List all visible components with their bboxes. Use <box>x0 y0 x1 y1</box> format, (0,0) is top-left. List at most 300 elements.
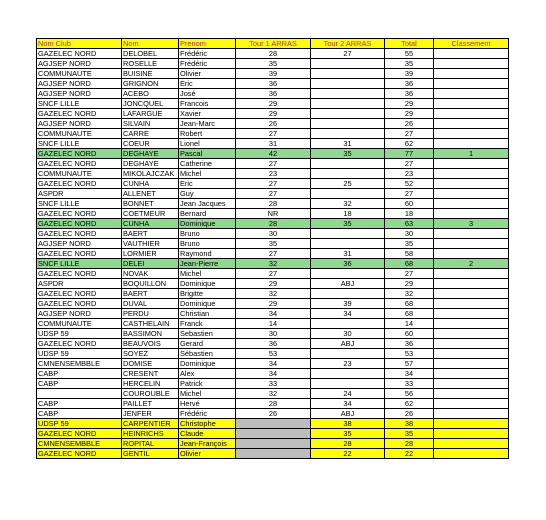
classement-cell[interactable] <box>434 159 509 169</box>
classement-cell[interactable] <box>434 49 509 59</box>
tour1-cell[interactable]: 28 <box>236 199 311 209</box>
tour2-cell[interactable]: 22 <box>311 449 385 459</box>
tour1-cell[interactable]: 29 <box>236 109 311 119</box>
classement-cell[interactable] <box>434 59 509 69</box>
classement-cell[interactable] <box>434 339 509 349</box>
prenom-cell[interactable]: Christian <box>179 309 236 319</box>
nom-cell[interactable]: CUNHA <box>122 179 179 189</box>
classement-cell[interactable] <box>434 129 509 139</box>
classement-cell[interactable] <box>434 349 509 359</box>
tour1-cell[interactable]: 34 <box>236 309 311 319</box>
tour2-cell[interactable]: 28 <box>311 439 385 449</box>
tour1-cell[interactable]: 30 <box>236 329 311 339</box>
tour2-cell[interactable]: 34 <box>311 399 385 409</box>
nom-cell[interactable]: HERCELIN <box>122 379 179 389</box>
nom-cell[interactable]: NOVAK <box>122 269 179 279</box>
total-cell[interactable]: 27 <box>385 189 434 199</box>
tour1-cell[interactable]: 34 <box>236 359 311 369</box>
tour1-cell[interactable]: 27 <box>236 189 311 199</box>
table-row <box>37 209 509 219</box>
club-cell[interactable]: GAZELEC NORD <box>37 449 122 459</box>
prenom-cell[interactable]: Guy <box>179 189 236 199</box>
prenom-cell[interactable]: Brigitte <box>179 289 236 299</box>
nom-cell[interactable]: COUROUBLE <box>122 389 179 399</box>
nom-cell[interactable]: PAILLET <box>122 399 179 409</box>
total-cell[interactable]: 27 <box>385 129 434 139</box>
club-cell[interactable]: GAZELEC NORD <box>37 149 122 159</box>
tour1-cell[interactable]: 36 <box>236 89 311 99</box>
classement-cell[interactable]: 2 <box>434 259 509 269</box>
tour1-cell[interactable]: 35 <box>236 59 311 69</box>
classement-cell[interactable] <box>434 399 509 409</box>
nom-cell[interactable]: DEGHAYE <box>122 149 179 159</box>
total-cell[interactable]: 26 <box>385 119 434 129</box>
classement-cell[interactable]: 3 <box>434 219 509 229</box>
club-cell[interactable]: CABP <box>37 379 122 389</box>
tour1-cell[interactable]: 35 <box>236 239 311 249</box>
classement-cell[interactable] <box>434 289 509 299</box>
classement-cell[interactable] <box>434 249 509 259</box>
classement-cell[interactable] <box>434 199 509 209</box>
tour2-cell[interactable]: 27 <box>311 49 385 59</box>
tour1-cell[interactable]: 31 <box>236 139 311 149</box>
club-cell[interactable]: GAZELEC NORD <box>37 219 122 229</box>
tour1-cell[interactable]: 27 <box>236 249 311 259</box>
club-cell[interactable]: COMMUNAUTE <box>37 69 122 79</box>
tour1-cell[interactable]: 28 <box>236 399 311 409</box>
club-cell[interactable]: COMMUNAUTE <box>37 169 122 179</box>
nom-cell[interactable]: BAERT <box>122 289 179 299</box>
nom-cell[interactable]: DELEI <box>122 259 179 269</box>
club-cell[interactable]: GAZELEC NORD <box>37 249 122 259</box>
total-cell[interactable]: 35 <box>385 429 434 439</box>
tour2-cell[interactable] <box>311 79 385 89</box>
club-cell[interactable]: ASPDR <box>37 189 122 199</box>
tour2-cell[interactable]: 32 <box>311 199 385 209</box>
tour2-cell[interactable]: 35 <box>311 219 385 229</box>
tour1-cell[interactable]: 42 <box>236 149 311 159</box>
nom-cell[interactable]: DELOBEL <box>122 49 179 59</box>
tour2-cell[interactable] <box>311 289 385 299</box>
tour1-cell[interactable]: 14 <box>236 319 311 329</box>
tour1-cell[interactable] <box>236 449 311 459</box>
total-cell[interactable]: 33 <box>385 379 434 389</box>
prenom-cell[interactable]: Bernard <box>179 209 236 219</box>
nom-cell[interactable]: CRESENT <box>122 369 179 379</box>
nom-cell[interactable]: VAUTHIER <box>122 239 179 249</box>
total-cell[interactable]: 22 <box>385 449 434 459</box>
tour1-cell[interactable]: 26 <box>236 409 311 419</box>
nom-cell[interactable]: CASTHELAIN <box>122 319 179 329</box>
prenom-cell[interactable]: Francois <box>179 99 236 109</box>
tour1-cell[interactable]: 28 <box>236 49 311 59</box>
total-cell[interactable]: 68 <box>385 259 434 269</box>
club-cell[interactable]: GAZELEC NORD <box>37 289 122 299</box>
prenom-cell[interactable]: Jean-François <box>179 439 236 449</box>
prenom-cell[interactable]: Sébastien <box>179 349 236 359</box>
nom-cell[interactable]: PERDU <box>122 309 179 319</box>
club-cell[interactable]: UDSP 59 <box>37 329 122 339</box>
total-cell[interactable]: 77 <box>385 149 434 159</box>
classement-cell[interactable] <box>434 429 509 439</box>
total-cell[interactable]: 36 <box>385 339 434 349</box>
nom-cell[interactable]: DOMISE <box>122 359 179 369</box>
club-cell[interactable]: COMMUNAUTE <box>37 129 122 139</box>
total-cell[interactable]: 32 <box>385 289 434 299</box>
classement-cell[interactable] <box>434 109 509 119</box>
tour1-cell[interactable] <box>236 419 311 429</box>
prenom-cell[interactable]: Frédéric <box>179 49 236 59</box>
classement-cell[interactable] <box>434 139 509 149</box>
tour2-cell[interactable] <box>311 119 385 129</box>
total-cell[interactable]: 27 <box>385 159 434 169</box>
nom-cell[interactable]: CARPENTIER <box>122 419 179 429</box>
tour1-cell[interactable]: 23 <box>236 169 311 179</box>
tour1-cell[interactable]: 36 <box>236 339 311 349</box>
prenom-cell[interactable]: Jean Jacques <box>179 199 236 209</box>
club-cell[interactable]: ASPDR <box>37 279 122 289</box>
total-cell[interactable]: 39 <box>385 69 434 79</box>
tour2-cell[interactable] <box>311 379 385 389</box>
nom-cell[interactable]: MIKOLAJCZAK <box>122 169 179 179</box>
nom-cell[interactable]: GENTIL <box>122 449 179 459</box>
total-cell[interactable]: 29 <box>385 279 434 289</box>
total-cell[interactable]: 27 <box>385 269 434 279</box>
classement-cell[interactable] <box>434 439 509 449</box>
nom-cell[interactable]: COEUR <box>122 139 179 149</box>
prenom-cell[interactable]: Bruno <box>179 229 236 239</box>
classement-cell[interactable] <box>434 419 509 429</box>
club-cell[interactable]: GAZELEC NORD <box>37 429 122 439</box>
nom-cell[interactable]: BOQUILLON <box>122 279 179 289</box>
prenom-cell[interactable]: Sebastien <box>179 329 236 339</box>
nom-cell[interactable]: ROSELLE <box>122 59 179 69</box>
classement-cell[interactable]: 1 <box>434 149 509 159</box>
classement-cell[interactable] <box>434 269 509 279</box>
total-cell[interactable]: 34 <box>385 369 434 379</box>
tour2-cell[interactable] <box>311 169 385 179</box>
total-cell[interactable]: 35 <box>385 59 434 69</box>
club-cell[interactable]: GAZELEC NORD <box>37 159 122 169</box>
tour1-cell[interactable]: 39 <box>236 69 311 79</box>
tour2-cell[interactable] <box>311 99 385 109</box>
total-cell[interactable]: 26 <box>385 409 434 419</box>
club-cell[interactable]: CMNENSEMBBLE <box>37 439 122 449</box>
tour2-cell[interactable] <box>311 159 385 169</box>
tour1-cell[interactable]: 27 <box>236 269 311 279</box>
tour1-cell[interactable]: 32 <box>236 289 311 299</box>
club-cell[interactable]: CABP <box>37 369 122 379</box>
club-cell[interactable]: AGJSEP NORD <box>37 119 122 129</box>
table-row <box>37 329 509 339</box>
tour2-cell[interactable]: 31 <box>311 139 385 149</box>
tour2-cell[interactable] <box>311 269 385 279</box>
prenom-cell[interactable]: Olivier <box>179 69 236 79</box>
tour1-cell[interactable]: 29 <box>236 299 311 309</box>
total-cell[interactable]: 29 <box>385 99 434 109</box>
prenom-cell[interactable]: Dominique <box>179 359 236 369</box>
club-cell[interactable]: CMNENSEMBBLE <box>37 359 122 369</box>
tour2-cell[interactable] <box>311 349 385 359</box>
total-cell[interactable]: 14 <box>385 319 434 329</box>
total-cell[interactable]: 23 <box>385 169 434 179</box>
nom-cell[interactable]: CARRE <box>122 129 179 139</box>
total-cell[interactable]: 58 <box>385 249 434 259</box>
table-row <box>37 429 509 439</box>
nom-cell[interactable]: ALLENET <box>122 189 179 199</box>
nom-cell[interactable]: BEAUVOIS <box>122 339 179 349</box>
header-tour2[interactable]: Tour 2 ARRAS <box>311 39 385 49</box>
tour1-cell[interactable]: 27 <box>236 129 311 139</box>
nom-cell[interactable]: COETMEUR <box>122 209 179 219</box>
classement-cell[interactable] <box>434 389 509 399</box>
club-cell[interactable] <box>37 389 122 399</box>
prenom-cell[interactable]: Frédéric <box>179 409 236 419</box>
prenom-cell[interactable]: Claude <box>179 429 236 439</box>
club-cell[interactable]: GAZELEC NORD <box>37 339 122 349</box>
prenom-cell[interactable]: Dominique <box>179 279 236 289</box>
prenom-cell[interactable]: Michel <box>179 269 236 279</box>
club-cell[interactable]: CABP <box>37 409 122 419</box>
nom-cell[interactable]: SOYEZ <box>122 349 179 359</box>
tour2-cell[interactable]: ABJ <box>311 339 385 349</box>
tour1-cell[interactable]: 33 <box>236 379 311 389</box>
prenom-cell[interactable]: Robert <box>179 129 236 139</box>
tour2-cell[interactable]: ABJ <box>311 409 385 419</box>
classement-cell[interactable] <box>434 359 509 369</box>
classement-cell[interactable] <box>434 239 509 249</box>
prenom-cell[interactable]: Jean-Pierre <box>179 259 236 269</box>
tour2-cell[interactable]: 25 <box>311 179 385 189</box>
club-cell[interactable]: GAZELEC NORD <box>37 299 122 309</box>
nom-cell[interactable]: SILVAIN <box>122 119 179 129</box>
prenom-cell[interactable]: Jean-Marc <box>179 119 236 129</box>
prenom-cell[interactable]: Catherine <box>179 159 236 169</box>
tour2-cell[interactable] <box>311 89 385 99</box>
total-cell[interactable]: 36 <box>385 89 434 99</box>
club-cell[interactable]: SNCF LILLE <box>37 99 122 109</box>
nom-cell[interactable]: ACEBO <box>122 89 179 99</box>
total-cell[interactable]: 62 <box>385 139 434 149</box>
total-cell[interactable]: 29 <box>385 109 434 119</box>
club-cell[interactable]: GAZELEC NORD <box>37 109 122 119</box>
prenom-cell[interactable]: Lionel <box>179 139 236 149</box>
tour2-cell[interactable] <box>311 229 385 239</box>
classement-cell[interactable] <box>434 209 509 219</box>
tour2-cell[interactable]: 18 <box>311 209 385 219</box>
total-cell[interactable]: 56 <box>385 389 434 399</box>
total-cell[interactable]: 68 <box>385 299 434 309</box>
table-row <box>37 249 509 259</box>
club-cell[interactable]: GAZELEC NORD <box>37 229 122 239</box>
tour1-cell[interactable]: 29 <box>236 279 311 289</box>
prenom-cell[interactable]: Alex <box>179 369 236 379</box>
club-cell[interactable]: SNCF LILLE <box>37 259 122 269</box>
tour2-cell[interactable] <box>311 109 385 119</box>
total-cell[interactable]: 30 <box>385 229 434 239</box>
table-row <box>37 119 509 129</box>
total-cell[interactable]: 62 <box>385 399 434 409</box>
classement-cell[interactable] <box>434 189 509 199</box>
total-cell[interactable]: 53 <box>385 349 434 359</box>
classement-cell[interactable] <box>434 179 509 189</box>
header-tour1[interactable]: Tour 1 ARRAS <box>236 39 311 49</box>
classement-cell[interactable] <box>434 79 509 89</box>
prenom-cell[interactable]: Michel <box>179 389 236 399</box>
nom-cell[interactable]: HEINRICHS <box>122 429 179 439</box>
tour2-cell[interactable]: 35 <box>311 149 385 159</box>
prenom-cell[interactable]: Frédéric <box>179 59 236 69</box>
tour1-cell[interactable]: 27 <box>236 179 311 189</box>
classement-cell[interactable] <box>434 69 509 79</box>
tour2-cell[interactable] <box>311 59 385 69</box>
club-cell[interactable]: CABP <box>37 399 122 409</box>
tour1-cell[interactable]: 30 <box>236 229 311 239</box>
classement-cell[interactable] <box>434 319 509 329</box>
header-classement[interactable]: Classement <box>434 39 509 49</box>
tour2-cell[interactable]: 23 <box>311 359 385 369</box>
header-club[interactable]: Nom Club <box>37 39 122 49</box>
club-cell[interactable]: GAZELEC NORD <box>37 269 122 279</box>
tour2-cell[interactable]: 34 <box>311 309 385 319</box>
total-cell[interactable]: 35 <box>385 239 434 249</box>
tour2-cell[interactable]: 38 <box>311 419 385 429</box>
nom-cell[interactable]: DEGHAYE <box>122 159 179 169</box>
results-spreadsheet <box>36 38 509 459</box>
total-cell[interactable]: 52 <box>385 179 434 189</box>
club-cell[interactable]: GAZELEC NORD <box>37 49 122 59</box>
header-nom[interactable]: Nom <box>122 39 179 49</box>
prenom-cell[interactable]: Bruno <box>179 239 236 249</box>
tour2-cell[interactable] <box>311 69 385 79</box>
tour2-cell[interactable]: 39 <box>311 299 385 309</box>
nom-cell[interactable]: BAERT <box>122 229 179 239</box>
header-total[interactable]: Total <box>385 39 434 49</box>
tour2-cell[interactable]: 35 <box>311 429 385 439</box>
tour1-cell[interactable]: 32 <box>236 389 311 399</box>
header-prenom[interactable]: Prenom <box>179 39 236 49</box>
tour2-cell[interactable]: 24 <box>311 389 385 399</box>
nom-cell[interactable]: LAFARGUE <box>122 109 179 119</box>
tour2-cell[interactable]: 31 <box>311 249 385 259</box>
club-cell[interactable]: AGJSEP NORD <box>37 79 122 89</box>
prenom-cell[interactable]: Xavier <box>179 109 236 119</box>
tour1-cell[interactable] <box>236 439 311 449</box>
prenom-cell[interactable]: Eric <box>179 179 236 189</box>
club-cell[interactable]: GAZELEC NORD <box>37 209 122 219</box>
tour2-cell[interactable] <box>311 369 385 379</box>
club-cell[interactable]: GAZELEC NORD <box>37 179 122 189</box>
total-cell[interactable]: 68 <box>385 309 434 319</box>
classement-cell[interactable] <box>434 379 509 389</box>
prenom-cell[interactable]: Christophe <box>179 419 236 429</box>
tour1-cell[interactable]: 29 <box>236 99 311 109</box>
total-cell[interactable]: 55 <box>385 49 434 59</box>
prenom-cell[interactable]: Gerard <box>179 339 236 349</box>
club-cell[interactable]: UDSP 59 <box>37 419 122 429</box>
club-cell[interactable]: AGJSEP NORD <box>37 89 122 99</box>
total-cell[interactable]: 60 <box>385 199 434 209</box>
total-cell[interactable]: 38 <box>385 419 434 429</box>
tour1-cell[interactable]: NR <box>236 209 311 219</box>
prenom-cell[interactable]: Dominique <box>179 219 236 229</box>
total-cell[interactable]: 36 <box>385 79 434 89</box>
tour2-cell[interactable]: ABJ <box>311 279 385 289</box>
tour2-cell[interactable]: 30 <box>311 329 385 339</box>
nom-cell[interactable]: BONNET <box>122 199 179 209</box>
classement-cell[interactable] <box>434 279 509 289</box>
nom-cell[interactable]: CUNHA <box>122 219 179 229</box>
total-cell[interactable]: 60 <box>385 329 434 339</box>
tour1-cell[interactable]: 28 <box>236 219 311 229</box>
classement-cell[interactable] <box>434 89 509 99</box>
total-cell[interactable]: 57 <box>385 359 434 369</box>
tour2-cell[interactable]: 36 <box>311 259 385 269</box>
nom-cell[interactable]: GRIGNON <box>122 79 179 89</box>
nom-cell[interactable]: ROPITAL <box>122 439 179 449</box>
prenom-cell[interactable]: José <box>179 89 236 99</box>
tour2-cell[interactable] <box>311 189 385 199</box>
classement-cell[interactable] <box>434 369 509 379</box>
club-cell[interactable]: AGJSEP NORD <box>37 309 122 319</box>
total-cell[interactable]: 28 <box>385 439 434 449</box>
prenom-cell[interactable]: Hervé <box>179 399 236 409</box>
prenom-cell[interactable]: Patrick <box>179 379 236 389</box>
prenom-cell[interactable]: Franck <box>179 319 236 329</box>
tour1-cell[interactable]: 53 <box>236 349 311 359</box>
nom-cell[interactable]: JONCQUEL <box>122 99 179 109</box>
club-cell[interactable]: AGJSEP NORD <box>37 59 122 69</box>
prenom-cell[interactable]: Dominique <box>179 299 236 309</box>
prenom-cell[interactable]: Michel <box>179 169 236 179</box>
classement-cell[interactable] <box>434 169 509 179</box>
tour1-cell[interactable]: 27 <box>236 159 311 169</box>
classement-cell[interactable] <box>434 229 509 239</box>
classement-cell[interactable] <box>434 119 509 129</box>
classement-cell[interactable] <box>434 329 509 339</box>
tour2-cell[interactable] <box>311 129 385 139</box>
tour2-cell[interactable] <box>311 319 385 329</box>
prenom-cell[interactable]: Eric <box>179 79 236 89</box>
club-cell[interactable]: SNCF LILLE <box>37 139 122 149</box>
tour2-cell[interactable] <box>311 239 385 249</box>
nom-cell[interactable]: BASSIMON <box>122 329 179 339</box>
nom-cell[interactable]: DUVAL <box>122 299 179 309</box>
prenom-cell[interactable]: Raymond <box>179 249 236 259</box>
tour1-cell[interactable]: 34 <box>236 369 311 379</box>
nom-cell[interactable]: LORMIER <box>122 249 179 259</box>
prenom-cell[interactable]: Pascal <box>179 149 236 159</box>
classement-cell[interactable] <box>434 299 509 309</box>
total-cell[interactable]: 18 <box>385 209 434 219</box>
tour1-cell[interactable]: 36 <box>236 79 311 89</box>
prenom-cell[interactable]: Olivier <box>179 449 236 459</box>
classement-cell[interactable] <box>434 99 509 109</box>
nom-cell[interactable]: BUISINE <box>122 69 179 79</box>
club-cell[interactable]: UDSP 59 <box>37 349 122 359</box>
nom-cell[interactable]: JENFER <box>122 409 179 419</box>
tour1-cell[interactable]: 26 <box>236 119 311 129</box>
classement-cell[interactable] <box>434 409 509 419</box>
classement-cell[interactable] <box>434 309 509 319</box>
classement-cell[interactable] <box>434 449 509 459</box>
club-cell[interactable]: COMMUNAUTE <box>37 319 122 329</box>
total-cell[interactable]: 63 <box>385 219 434 229</box>
tour1-cell[interactable]: 32 <box>236 259 311 269</box>
club-cell[interactable]: AGJSEP NORD <box>37 239 122 249</box>
tour1-cell[interactable] <box>236 429 311 439</box>
club-cell[interactable]: SNCF LILLE <box>37 199 122 209</box>
